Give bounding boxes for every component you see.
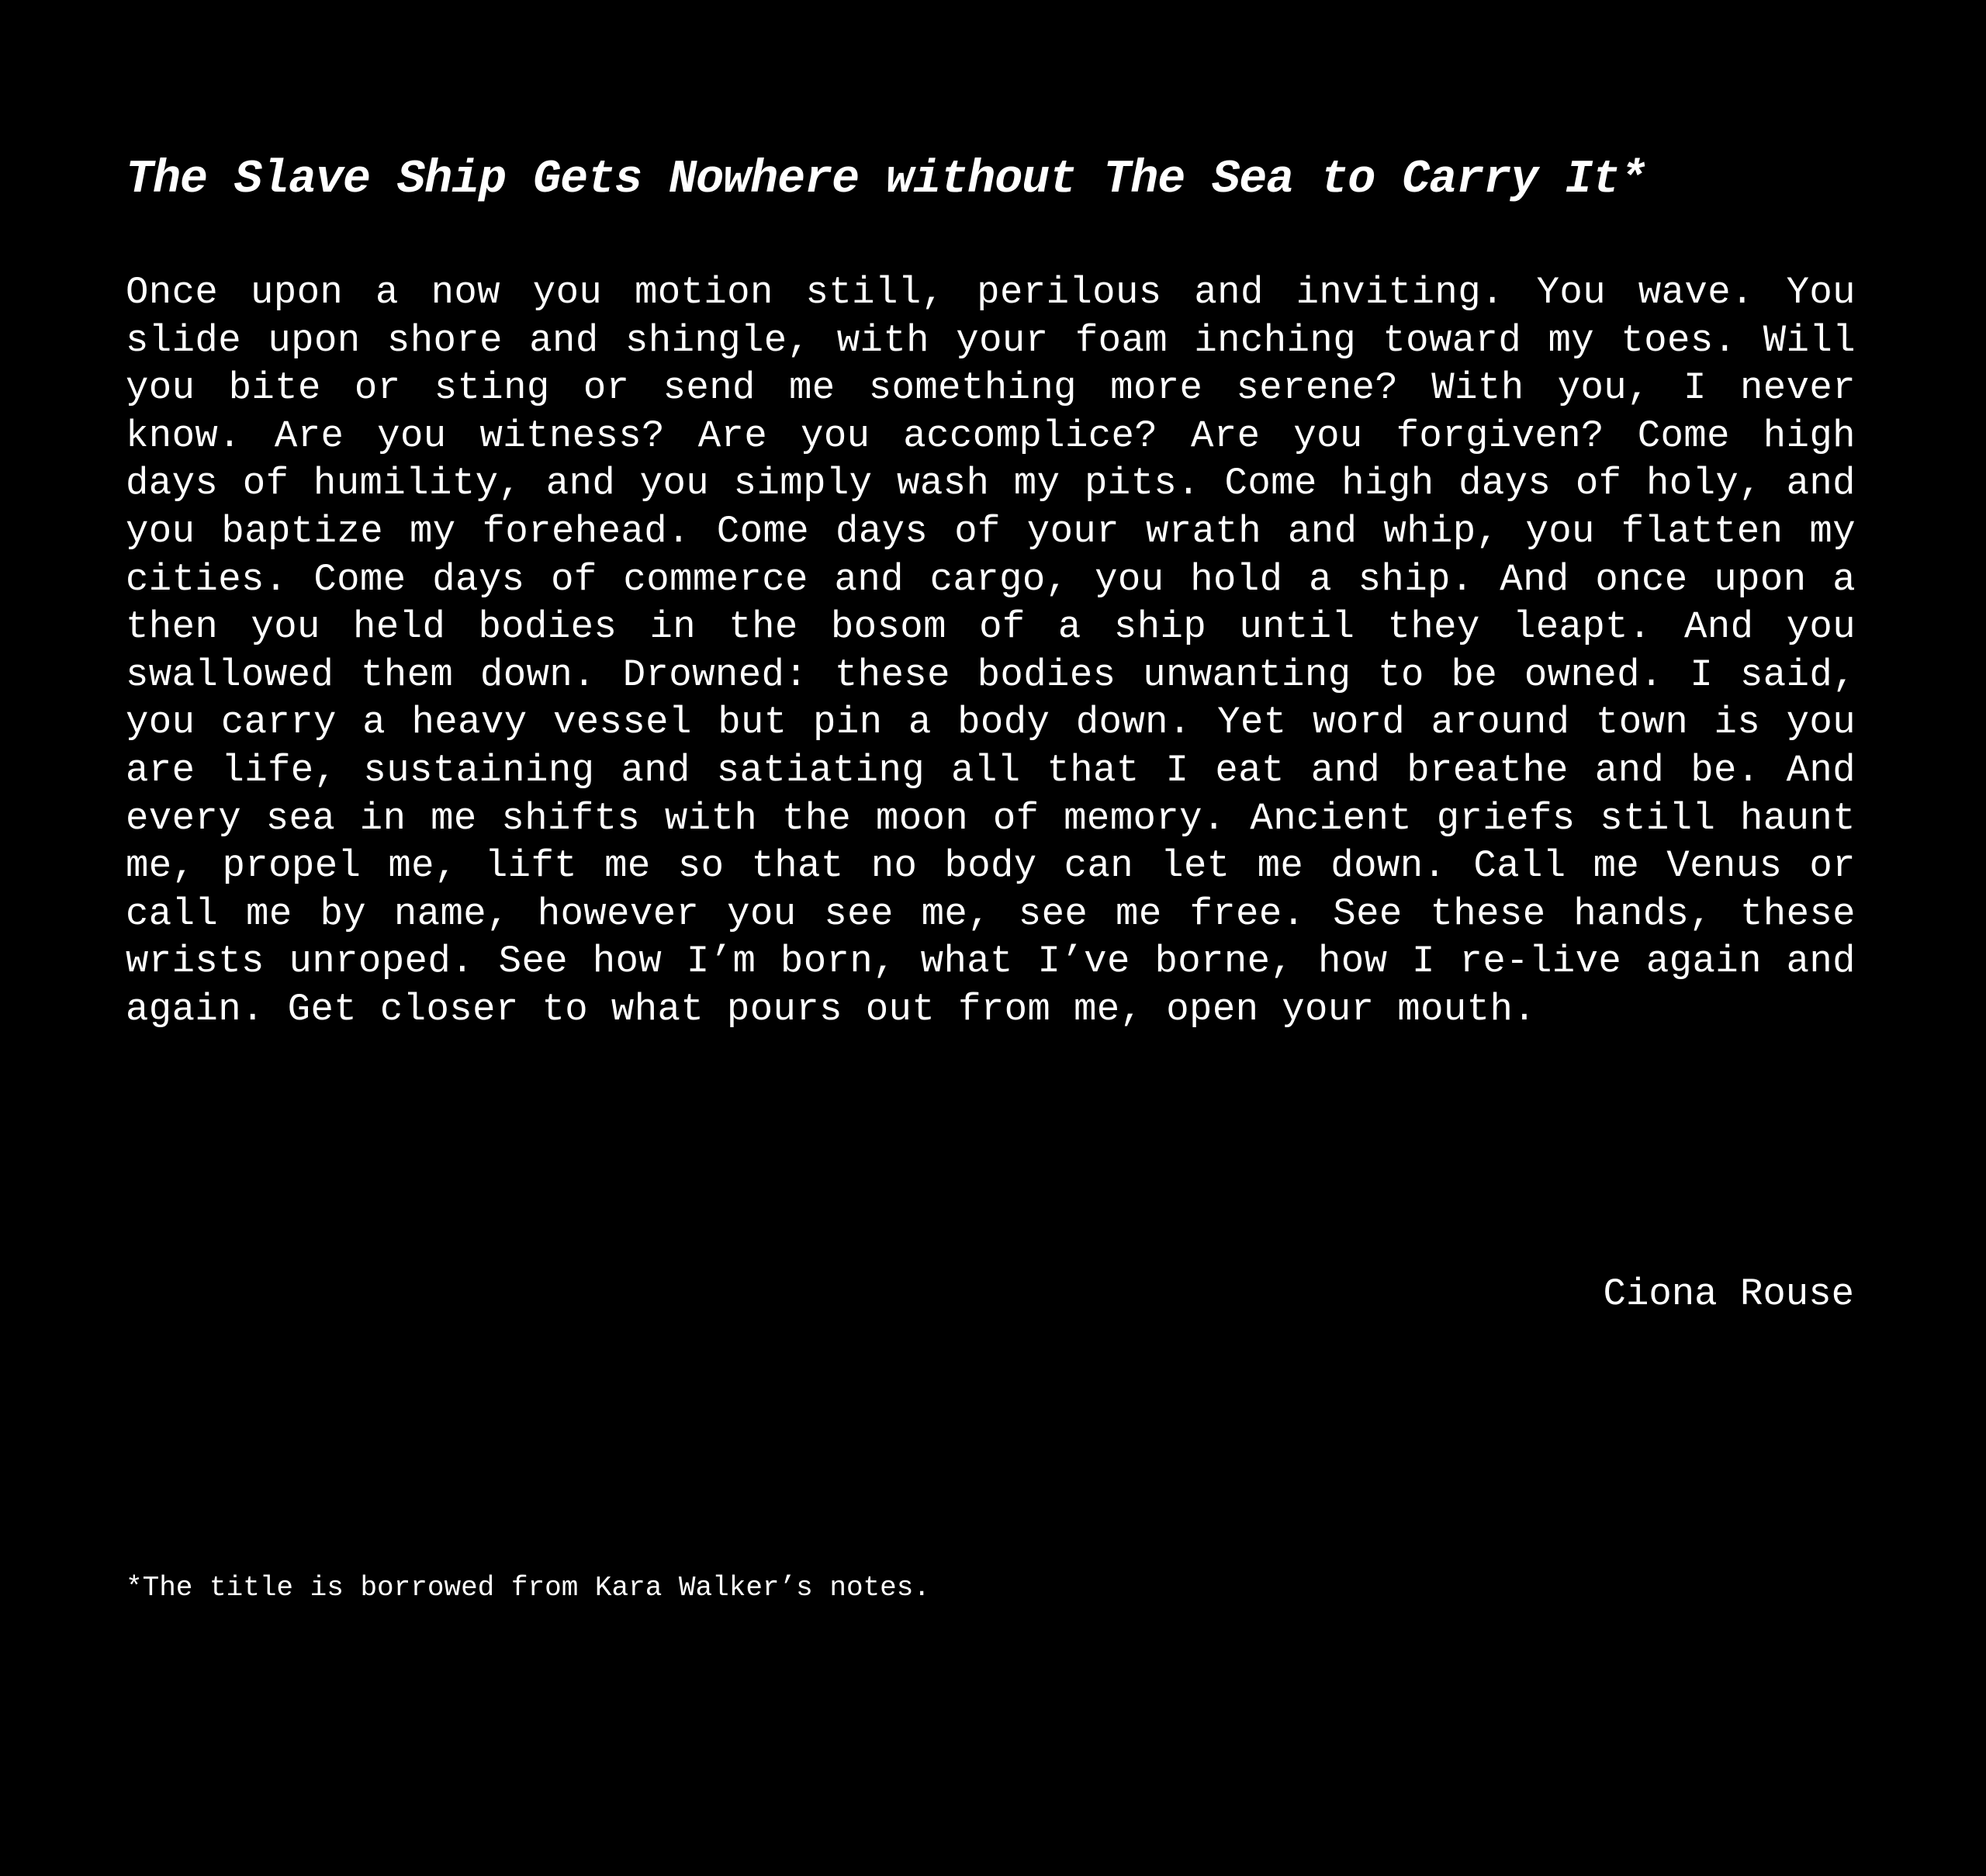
footnote: *The title is borrowed from Kara Walker’s notes. <box>126 1572 930 1604</box>
poem-title: The Slave Ship Gets Nowhere without The Sea to Carry It* <box>126 154 1647 206</box>
poem-body: Once upon a now you motion still, perilous and inviting. You wave. You slide upon shore and shingle, with your foam inching toward my toes. Will you bite or sting or send me something more serene? With you, I never know. Are you witness? Are you accomplice? Are you forgiven? Come high days of humility, and you simply wash my pits. Come high days of holy, and you baptize my forehead. Come days of your wrath and whip, you flatten my cities. Come days of commerce and cargo, you hold a ship. And once upon a then you held bodies in the bosom of a ship until they leapt. And you swallowed them down. Drowned: these bodies unwanting to be owned. I said, you carry a heavy vessel but pin a body down. Yet word around town is you are life, sustaining and satiating all that I eat and breathe and be. And every sea in me shifts with the moon of memory. Ancient griefs still haunt me, propel me, lift me so that no body can let me down. Call me Venus or call me by name, however you see me, see me free. See these hands, these wrists unroped. See how I’m born, what I’ve borne, how I re-live again and again. Get closer to what pours out from me, open your mouth. <box>126 271 1856 1031</box>
author-name: Ciona Rouse <box>1603 1272 1854 1316</box>
